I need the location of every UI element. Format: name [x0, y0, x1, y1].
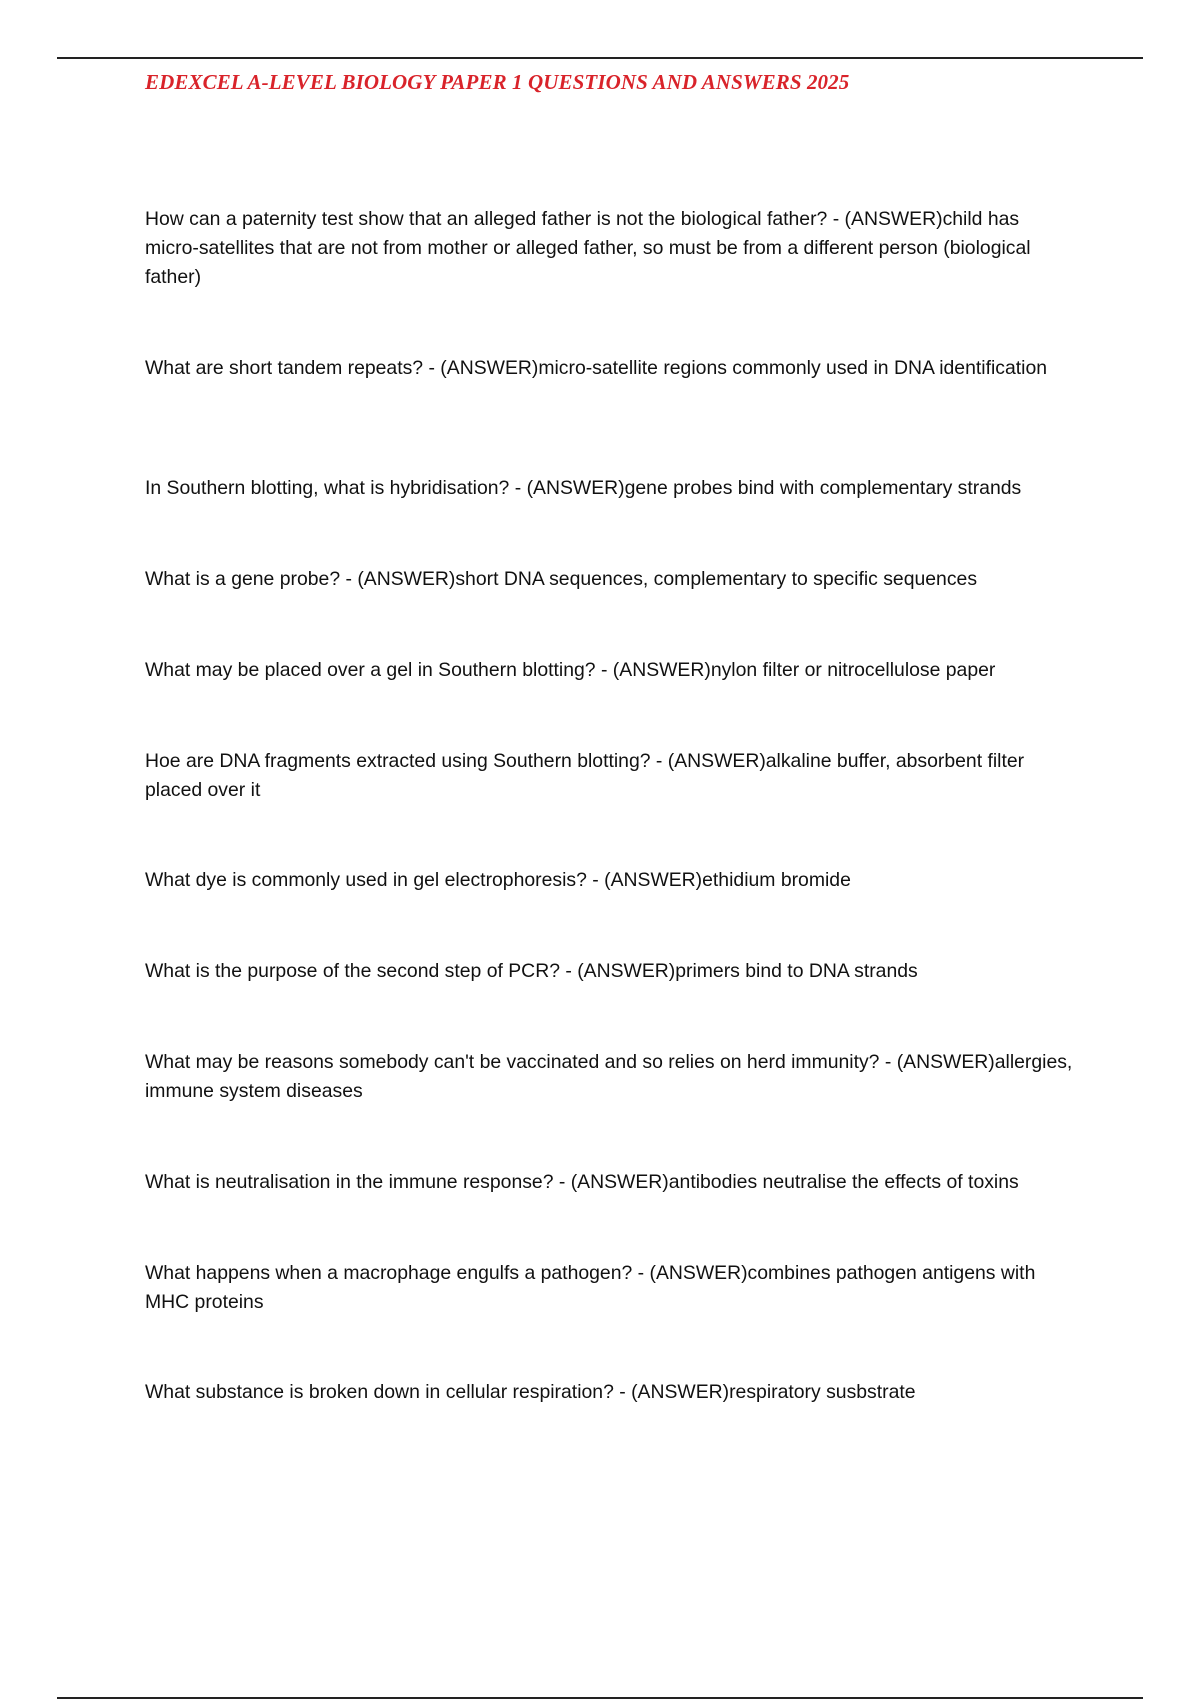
qa-item-3: In Southern blotting, what is hybridisation? - (ANSWER)gene probes bind with complementary strands: [145, 477, 1022, 499]
qa-item-7: What dye is commonly used in gel electrophoresis? - (ANSWER)ethidium bromide: [145, 869, 851, 891]
qa-item-2: What are short tandem repeats? - (ANSWER)micro-satellite regions commonly used in DNA identification: [145, 357, 1048, 379]
qa-item-9: What may be reasons somebody can't be vaccinated and so relies on herd immunity? - (ANSWER)allergies, immune system diseases: [145, 1051, 1073, 1102]
qa-item-11: What happens when a macrophage engulfs a pathogen? - (ANSWER)combines pathogen antigens with MHC proteins: [145, 1262, 1036, 1313]
document-title: EDEXCEL A-LEVEL BIOLOGY PAPER 1 QUESTIONS AND ANSWERS 2025: [145, 70, 850, 94]
qa-item-12: What substance is broken down in cellular respiration? - (ANSWER)respiratory susbstrate: [145, 1381, 916, 1403]
top-rule: [57, 57, 1143, 59]
qa-item-5: What may be placed over a gel in Southern blotting? - (ANSWER)nylon filter or nitrocellulose paper: [145, 659, 996, 681]
qa-item-4: What is a gene probe? - (ANSWER)short DNA sequences, complementary to specific sequences: [145, 568, 978, 590]
qa-item-8: What is the purpose of the second step of PCR? - (ANSWER)primers bind to DNA strands: [145, 960, 918, 982]
qa-item-10: What is neutralisation in the immune response? - (ANSWER)antibodies neutralise the effects of toxins: [145, 1171, 1019, 1193]
qa-item-6: Hoe are DNA fragments extracted using Southern blotting? - (ANSWER)alkaline buffer, absorbent filter placed over it: [145, 750, 1025, 801]
bottom-rule: [57, 1697, 1143, 1699]
qa-item-1: How can a paternity test show that an alleged father is not the biological father? - (ANSWER)child has micro-satellites that are not from mother or alleged father, so must be from a different person (biological father): [145, 208, 1031, 288]
